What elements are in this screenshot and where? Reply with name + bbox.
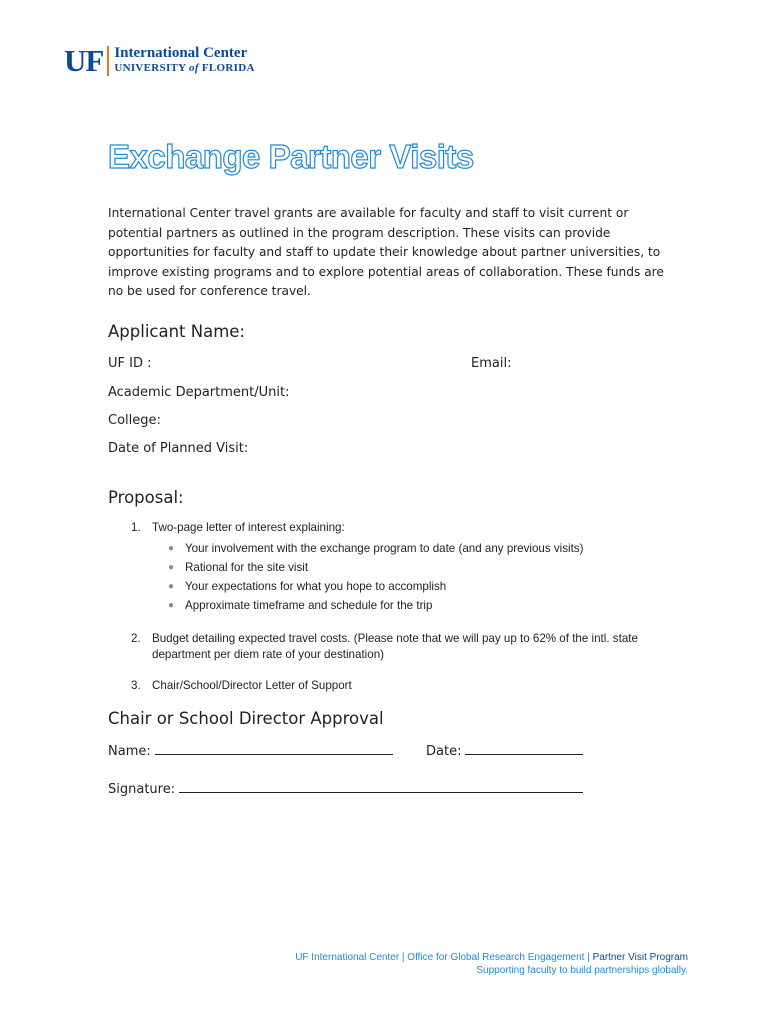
proposal-item-1	[131, 520, 691, 615]
email-label: Email:	[471, 356, 512, 371]
bullet-icon: ●	[168, 581, 175, 592]
logo-of-word: of	[189, 62, 199, 74]
approval-name-field	[108, 742, 393, 759]
list-item-text: Approximate timeframe and schedule for the trip	[185, 599, 433, 612]
bullet-icon: ●	[168, 543, 175, 554]
bullet-icon: ●	[168, 600, 175, 611]
footer-program-name: Partner Visit Program	[592, 952, 688, 963]
academic-department-label: Academic Department/Unit:	[108, 385, 290, 400]
proposal-item-text: Two-page letter of interest explaining:	[152, 521, 345, 534]
proposal-item-2	[131, 631, 682, 663]
uf-id-label: UF ID :	[108, 356, 152, 371]
intro-paragraph: International Center travel grants are available for faculty and staff to visit current or potential partners as outlined in the program description. These visits can provide opportunities for faculty and staff to update their knowledge about partner universities, to improve existing programs and to explore potential areas of collaboration. These funds are no be used for conference travel.	[108, 206, 664, 299]
logo-university-word: UNIVERSITY	[114, 62, 190, 74]
list-item	[152, 577, 691, 596]
logo-florida-word: FLORIDA	[198, 62, 255, 74]
college-label: College:	[108, 413, 161, 428]
logo-line-university	[114, 61, 254, 76]
logo-line-international-center: International Center	[114, 45, 248, 61]
proposal-item-number: 1.	[131, 521, 141, 534]
proposal-sub-list	[152, 539, 691, 615]
applicant-name-heading: Applicant Name:	[108, 322, 245, 341]
footer-organization: UF International Center | Office for Global Research Engagement |	[295, 952, 593, 963]
footer-tagline: Supporting faculty to build partnerships globally.	[476, 965, 688, 976]
list-item-text: Your involvement with the exchange program to date (and any previous visits)	[185, 542, 584, 555]
uf-logo-mark: UF	[64, 43, 104, 78]
proposal-list	[131, 520, 691, 694]
approval-signature-label: Signature:	[108, 782, 176, 797]
page-footer	[295, 951, 688, 977]
uf-international-center-logo	[64, 45, 255, 77]
list-item	[152, 558, 691, 577]
approval-signature-field	[108, 780, 583, 797]
approval-name-label: Name:	[108, 744, 151, 759]
proposal-item-3	[131, 678, 691, 694]
approval-date-label: Date:	[426, 744, 462, 759]
list-item	[152, 539, 691, 558]
approval-date-field	[426, 742, 583, 759]
approval-heading: Chair or School Director Approval	[108, 709, 384, 728]
proposal-item-number: 2.	[131, 632, 141, 645]
list-item-text: Rational for the site visit	[185, 561, 309, 574]
approval-date-line[interactable]	[465, 742, 583, 755]
proposal-item-number: 3.	[131, 679, 141, 692]
page-title: Exchange Partner Visits	[108, 138, 474, 175]
list-item-text: Your expectations for what you hope to accomplish	[185, 580, 447, 593]
bullet-icon: ●	[168, 562, 175, 573]
logo-divider	[107, 46, 109, 76]
proposal-item-text: Chair/School/Director Letter of Support	[152, 679, 352, 692]
list-item	[152, 596, 691, 615]
proposal-item-text: Budget detailing expected travel costs. (Please note that we will pay up to 62% of the intl. state department per diem rate of your destination)	[152, 632, 638, 661]
footer-line-1	[295, 951, 688, 964]
logo-text	[114, 46, 254, 76]
approval-signature-line[interactable]	[179, 780, 583, 793]
proposal-heading: Proposal:	[108, 488, 184, 507]
approval-name-line[interactable]	[155, 742, 393, 755]
date-of-planned-visit-label: Date of Planned Visit:	[108, 441, 249, 456]
